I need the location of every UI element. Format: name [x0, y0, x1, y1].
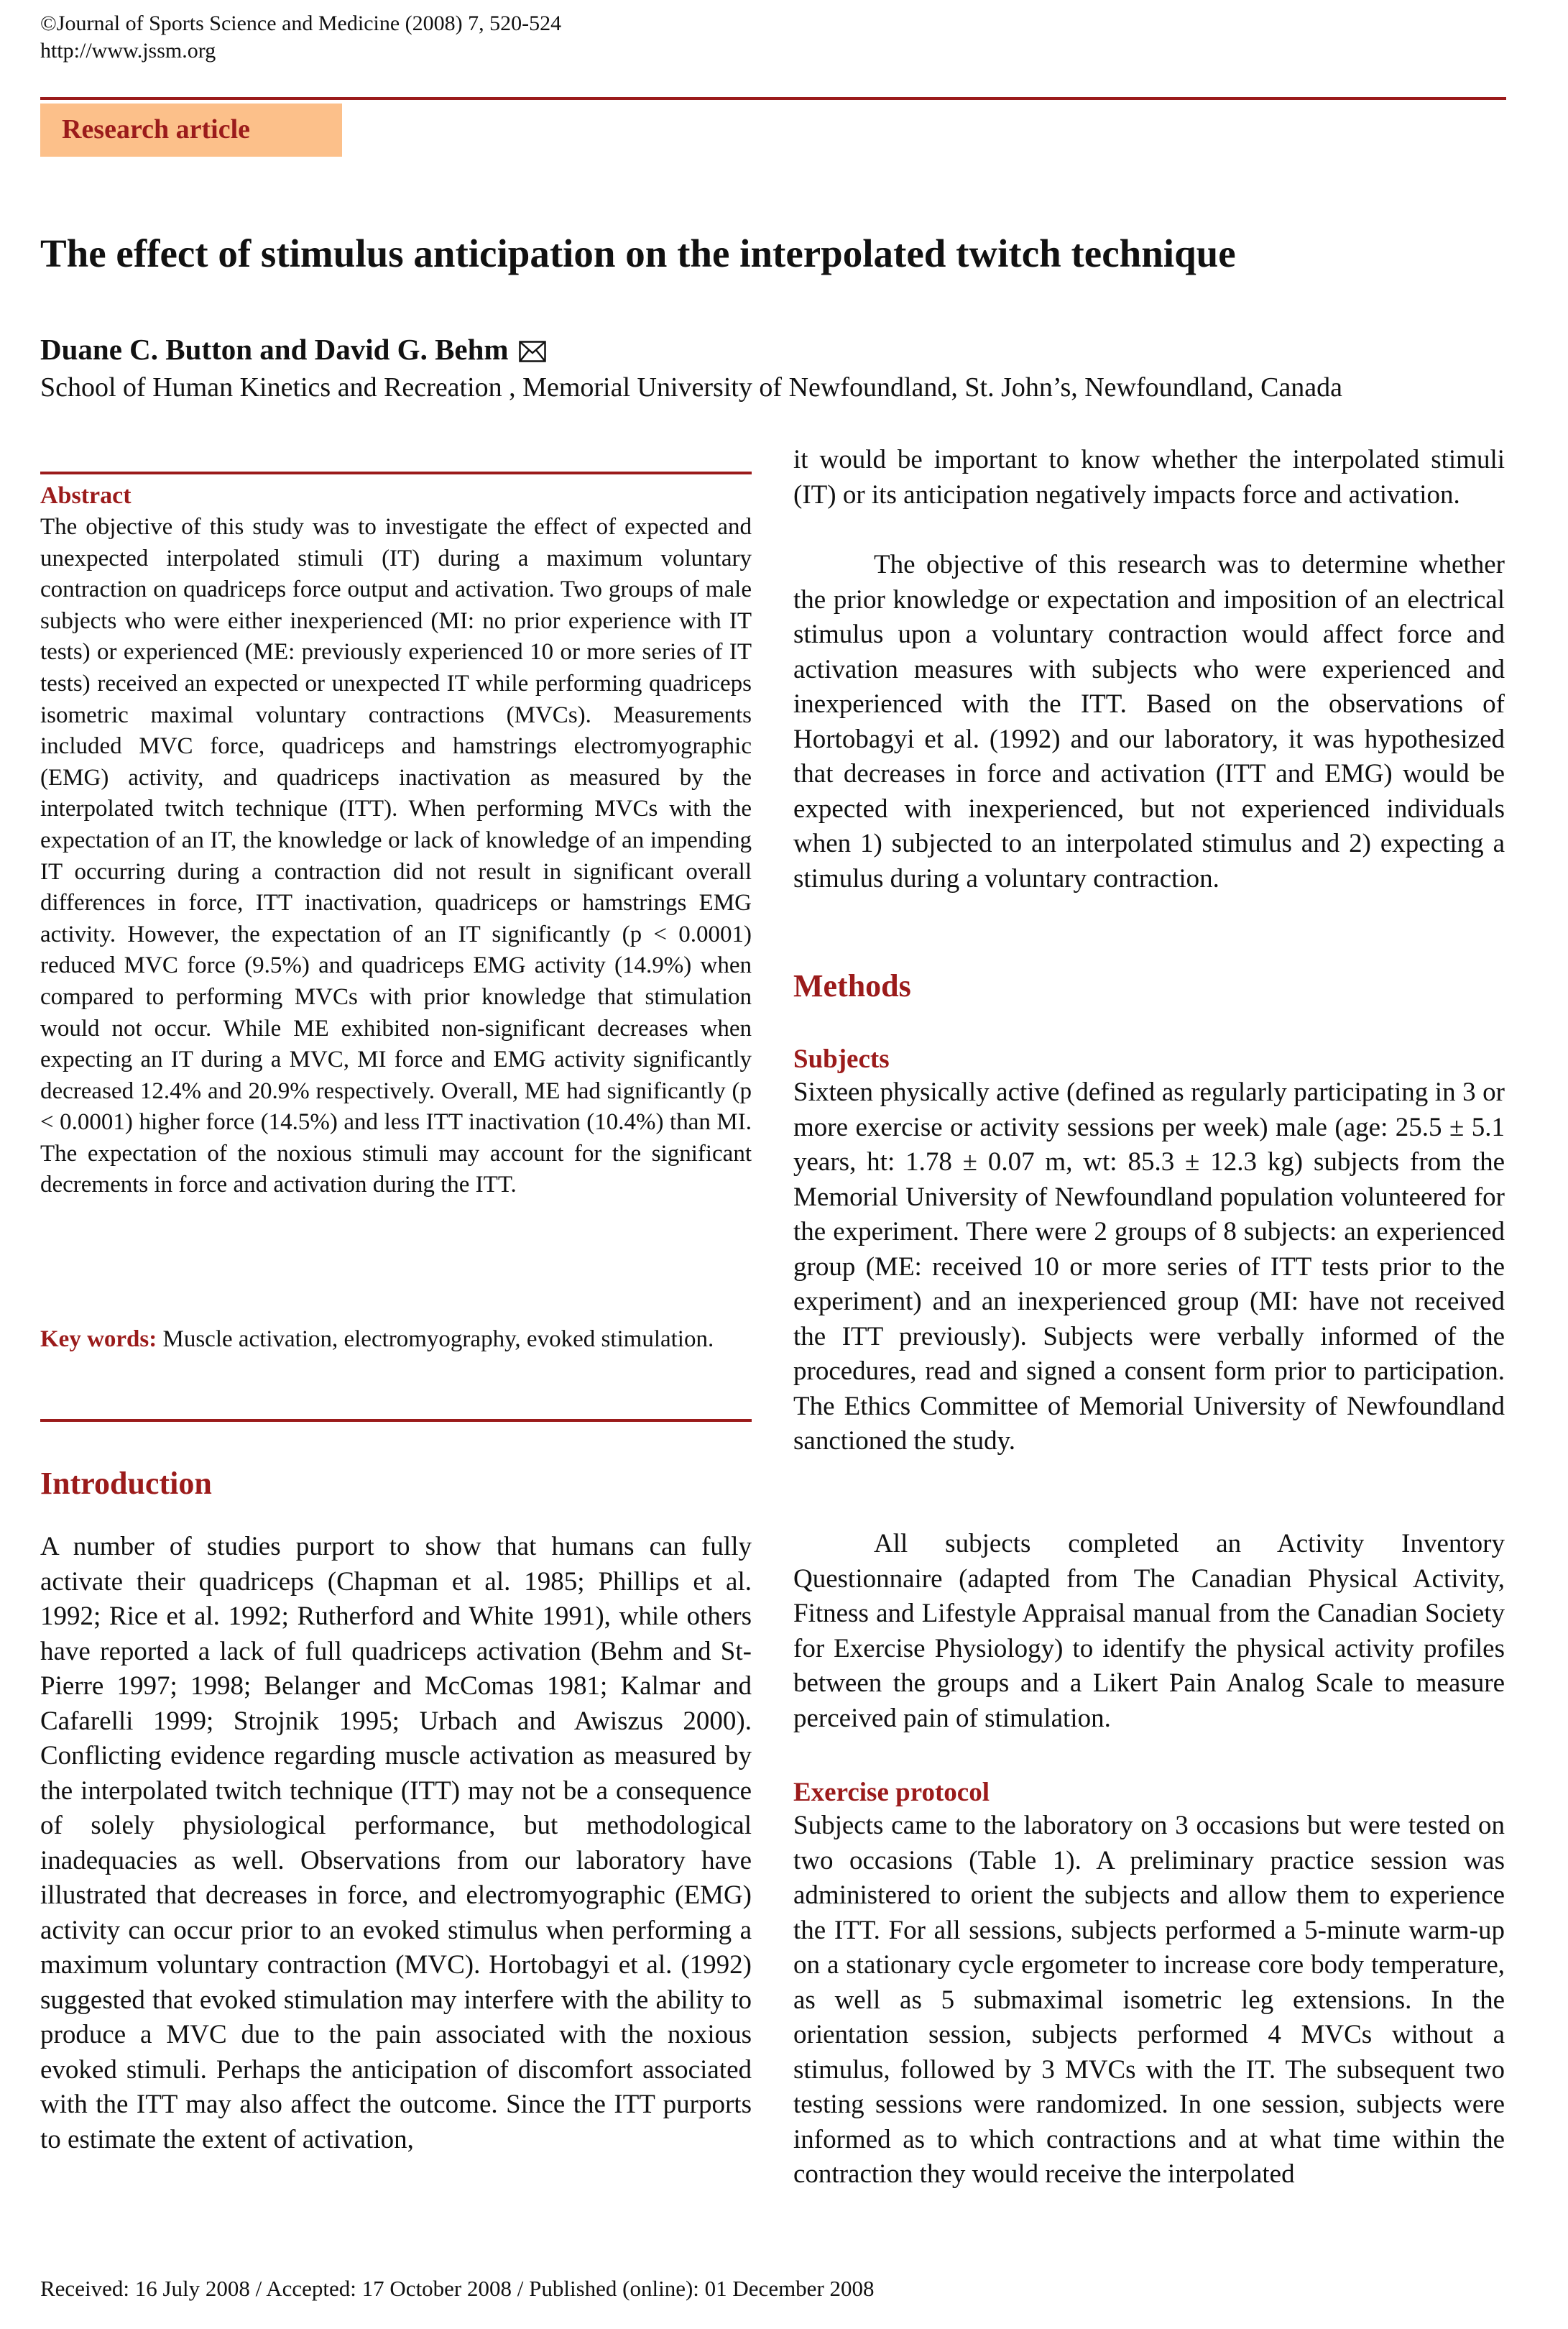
- journal-url[interactable]: http://www.jssm.org: [40, 39, 216, 63]
- introduction-text: A number of studies purport to show that humans can fully activate their quadriceps (Chapman et al. 1985; Phillips et al. 1992; Rice et al. 1992; Rutherford and White 1991), while others have reported a lack of full quadriceps activation (Behm and St-Pierre 1997; 1998; Belanger and McComas 1981; Kalmar and Cafarelli 1999; Strojnik 1995; Urbach and Awiszus 2000). Conflicting evidence regarding muscle activation as measured by the interpolated twitch technique (ITT) may not be a consequence of solely physiological performance, but methodological inadequacies as well. Observations from our laboratory have illustrated that decreases in force, and electromyographic (EMG) activity can occur prior to an evoked stimulus when performing a maximum voluntary contraction (MVC). Hortobagyi et al. (1992) suggested that evoked stimulation may interfere with the ability to produce a MVC due to the pain associated with the noxious evoked stimuli. Perhaps the anticipation of discomfort associated with the ITT may also affect the outcome. Since the ITT purports to estimate the extent of activation,: [40, 1532, 752, 2154]
- article-type-label: Research article: [62, 114, 251, 144]
- subjects-paragraph: Sixteen physically active (defined as regularly participating in 3 or more exercise or activity sessions per week) male (age: 25.5 ± 5.1 years, ht: 1.78 ± 0.07 m, wt: 85.3 ± 12.3 kg) subjects from the Memorial University of Newfoundland population volunteered for the experiment. There were 2 groups of 8 subjects: an experienced group (ME: received 10 or more series of ITT tests prior to the experiment) and an inexperienced group (MI: have not received the ITT previously). Subjects were verbally informed of the procedures, read and signed a consent form prior to participation. The Ethics Committee of Memorial University of Newfoundland sanctioned the study.: [793, 1078, 1505, 1456]
- exercise-protocol-paragraph: Subjects came to the laboratory on 3 occasions but were tested on two occasions (Table 1). A preliminary practice session was administered to orient the subjects and allow them to experience the ITT. For all sessions, subjects performed a 5-minute warm-up on a stationary cycle ergometer to increase core body temperature, as well as 5 submaximal isometric leg extensions. In the orientation session, subjects performed 4 MVCs without a stimulus, followed by 3 MVCs with the IT. The subsequent two testing sessions were randomized. In one session, subjects were informed as to which contractions and at what time within the contraction they would receive the interpolated: [793, 1811, 1505, 2189]
- intro-continuation: it would be important to know whether the interpolated stimuli (IT) or its anticipation negatively impacts force and activation.: [793, 445, 1505, 510]
- abstract-heading: Abstract: [40, 482, 132, 509]
- keywords: [40, 1324, 752, 1356]
- journal-citation: ©Journal of Sports Science and Medicine (2008) 7, 520-524: [40, 12, 562, 35]
- header-rule: [40, 97, 1506, 100]
- questionnaire-paragraph: All subjects completed an Activity Inventory Questionnaire (adapted from The Canadian Physical Activity, Fitness and Lifestyle Appraisal manual from the Canadian Society for Exercise Physiology) to identify the physical activity profiles between the groups and a Likert Pain Analog Scale to measure perceived pain of stimulation.: [793, 1529, 1505, 1733]
- affiliation: School of Human Kinetics and Recreation , Memorial University of Newfoundland, St. John’s, Newfoundland, Canada: [40, 372, 1343, 403]
- envelope-icon[interactable]: [519, 341, 546, 362]
- subjects-heading: Subjects: [793, 1044, 890, 1074]
- author-line: [40, 331, 546, 368]
- keywords-text: Muscle activation, electromyography, evoked stimulation.: [157, 1326, 714, 1352]
- article-type-badge: [40, 104, 342, 157]
- article-title: The effect of stimulus anticipation on the interpolated twitch technique: [40, 231, 1236, 275]
- methods-heading: Methods: [793, 968, 911, 1003]
- abstract-text: The objective of this study was to investigate the effect of expected and unexpected interpolated stimuli (IT) during a maximum voluntary contraction on quadriceps force output and activation. Two groups of male subjects who were either inexperienced (MI: no prior experience with IT tests) or experienced (ME: previously experienced 10 or more series of IT tests) received an expected or unexpected IT while performing quadriceps isometric maximal voluntary contractions (MVCs). Measurements included MVC force, quadriceps and hamstrings electromyographic (EMG) activity, and quadriceps inactivation as measured by the interpolated twitch technique (ITT). When performing MVCs with the expectation of an IT, the knowledge or lack of knowledge of an impending IT occurring during a contraction did not result in significant overall differences in force, ITT inactivation, quadriceps or hamstrings EMG activity. However, the expectation of an IT significantly (p < 0.0001) reduced MVC force (9.5%) and quadriceps EMG activity (14.9%) when compared to performing MVCs with prior knowledge that stimulation would not occur. While ME exhibited non-significant decreases when expecting an IT during a MVC, MI force and EMG activity significantly decreased 12.4% and 20.9% respectively. Overall, ME had significantly (p < 0.0001) higher force (14.5%) and less ITT inactivation (10.4%) than MI. The expectation of the noxious stimuli may account for the significant decrements in force and activation during the ITT.: [40, 514, 752, 1198]
- publication-dates: Received: 16 July 2008 / Accepted: 17 October 2008 / Published (online): 01 December 2008: [40, 2276, 875, 2301]
- introduction-heading: Introduction: [40, 1466, 212, 1501]
- author-names: Duane C. Button and David G. Behm: [40, 333, 509, 366]
- objective-paragraph: The objective of this research was to determine whether the prior knowledge or expectation and imposition of an electrical stimulus upon a voluntary contraction would affect force and activation measures with subjects who were experienced and inexperienced with the ITT. Based on the observations of Hortobagyi et al. (1992) and our laboratory, it was hypothesized that decreases in force and activation (ITT and EMG) would be expected with inexperienced, but not experienced individuals when 1) subjected to an interpolated stimulus and 2) expecting a stimulus during a voluntary contraction.: [793, 550, 1505, 894]
- keywords-label: Key words:: [40, 1326, 157, 1352]
- abstract-top-rule: [40, 472, 752, 474]
- exercise-protocol-heading: Exercise protocol: [793, 1778, 990, 1807]
- abstract-bottom-rule: [40, 1419, 752, 1422]
